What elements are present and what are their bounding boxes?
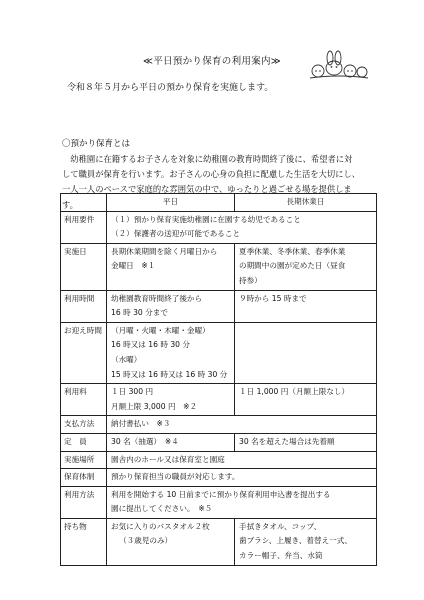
section-heading: 〇預かり保育とは: [62, 139, 131, 149]
description-line: 幼稚園に在籍するお子さんを対象に幼稚園の教育時間終了後に、希望者に対: [62, 154, 353, 164]
cell-line: 幼稚園教育時間終了後から: [111, 293, 203, 303]
weekday-cell: 30 名（抽選） ※４: [107, 433, 235, 451]
row-value: 納付書払い ※３: [107, 416, 377, 434]
table-row: [61, 486, 377, 518]
cell-line: カラー帽子、弁当、水筒: [239, 551, 323, 561]
row-label: 実施場所: [61, 451, 107, 469]
row-label: 保育体制: [61, 469, 107, 487]
table-row: [61, 243, 377, 290]
row-label: 利用要件: [61, 211, 107, 243]
cell-line: （月曜・火曜・木曜・金曜）: [111, 325, 210, 335]
row-value: [107, 486, 377, 518]
row-value: [107, 211, 377, 243]
cell-line: （水曜）: [111, 354, 142, 364]
table-row: [61, 211, 377, 243]
cell-line: （３歳児のみ）: [119, 536, 173, 546]
table-header-row: [61, 194, 377, 212]
table-row: [61, 290, 377, 322]
table-row: [61, 451, 377, 469]
row-label: 利用料: [61, 384, 107, 416]
table-row: [61, 518, 377, 565]
row-label: 定 員: [61, 433, 107, 451]
header-blank: [61, 194, 107, 212]
table-row: [61, 322, 377, 383]
row-label: 実施日: [61, 243, 107, 290]
intro-text: 令和８年５月から平日の預かり保育を実施します。: [67, 83, 274, 93]
table-row: [61, 384, 377, 416]
cell-line: １日 300 円: [111, 387, 154, 397]
cell-line: 利用を開始する 10 日前までに預かり保育利用申込書を提出する: [111, 489, 331, 499]
cell-line: （２）保護者の送迎が可能であること: [111, 229, 241, 239]
cell-line: 月額上限 3,000 円 ※２: [111, 401, 198, 411]
page-title: ≪平日預かり保育の利用案内≫: [142, 56, 282, 67]
cell-line: 夏季休業、冬季休業、春季休業: [239, 246, 346, 256]
cell-line: 金曜日 ※１: [111, 261, 156, 271]
description-line: して職員が保育を行います。お子さんの心身の負担に配慮した生活を大切にし、: [62, 169, 361, 180]
description-line: 一人一人のペースで家庭的な雰囲気の中で、ゆったりと過ごせる場を提供しま: [62, 184, 352, 195]
weekday-cell: [107, 290, 235, 322]
weekday-cell: [107, 384, 235, 416]
row-label: 持ち物: [61, 518, 107, 565]
row-value: 園舎内のホール又は保育室と園庭: [107, 451, 377, 469]
row-label: 支払方法: [61, 416, 107, 434]
cell-line: 園に提出してください。 ※５: [111, 504, 213, 514]
description-line: す。: [62, 199, 78, 210]
weekday-cell: [107, 322, 235, 383]
holiday-cell: [235, 243, 377, 290]
info-table: [60, 193, 377, 566]
cell-line: （１）預かり保育実施幼稚園に在園する幼児であること: [111, 214, 301, 224]
header-holiday: 長期休業日: [235, 194, 377, 212]
cell-line: の期間中の園が定めた日（昼食: [239, 261, 346, 271]
cell-line: 16 時又は 16 時 30 分: [111, 340, 191, 350]
table-row: [61, 433, 377, 451]
cell-line: 長期休業期間を除く月曜日から: [111, 246, 218, 256]
table-row: [61, 469, 377, 487]
cell-line: 歯ブラシ、上履き、着替え一式、: [239, 536, 352, 546]
header-weekday: 平日: [107, 194, 235, 212]
holiday-cell: １日 1,000 円（月額上限なし）: [235, 384, 377, 416]
holiday-cell: ９時から 15 時まで: [235, 290, 377, 322]
holiday-cell: [235, 518, 377, 565]
holiday-cell: 30 名を超えた場合は先着順: [235, 433, 377, 451]
cell-line: 15 時又は 16 時又は 16 時 30 分: [111, 369, 228, 379]
cell-line: 持参）: [239, 275, 262, 285]
holiday-cell: [235, 322, 377, 383]
row-label: 利用方法: [61, 486, 107, 518]
row-value: 預かり保育担当の職員が対応します。: [107, 469, 377, 487]
cell-line: 手拭きタオル、コップ、: [239, 521, 322, 531]
children-illustration: [308, 46, 370, 80]
table-row: [61, 416, 377, 434]
row-label: お迎え時間: [61, 322, 107, 383]
weekday-cell: [107, 243, 235, 290]
weekday-cell: [107, 518, 235, 565]
cell-line: 16 時 30 分まで: [111, 308, 168, 318]
cell-line: お気に入りのバスタオル２枚: [111, 521, 210, 531]
row-label: 利用時間: [61, 290, 107, 322]
